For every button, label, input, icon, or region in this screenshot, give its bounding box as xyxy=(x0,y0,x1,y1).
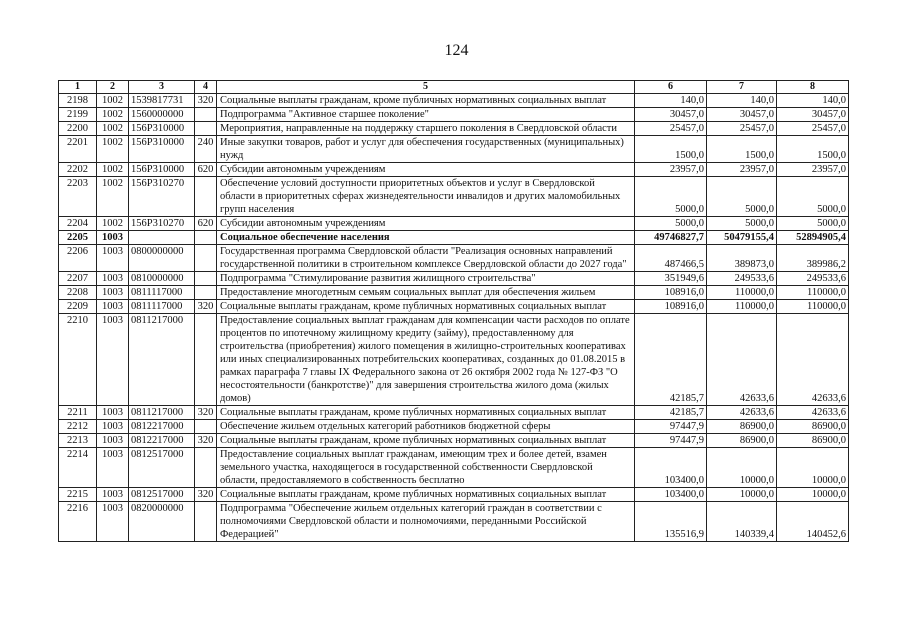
table-row xyxy=(59,163,849,177)
value-col8: 10000,0 xyxy=(777,448,849,488)
value-col6: 23957,0 xyxy=(635,163,707,177)
row-number: 2198 xyxy=(59,94,97,108)
item-name: Обеспечение жильем отдельных категорий работников бюджетной сферы xyxy=(217,420,635,434)
value-col7: 10000,0 xyxy=(707,448,777,488)
value-col7: 42633,6 xyxy=(707,314,777,406)
row-number: 2210 xyxy=(59,314,97,406)
value-col6: 140,0 xyxy=(635,94,707,108)
target-code: 0812517000 xyxy=(129,448,195,488)
column-header: 4 xyxy=(195,81,217,94)
section-code: 1003 xyxy=(97,300,129,314)
table-row xyxy=(59,231,849,245)
row-number: 2200 xyxy=(59,122,97,136)
value-col6: 108916,0 xyxy=(635,300,707,314)
value-col8: 42633,6 xyxy=(777,406,849,420)
item-name: Мероприятия, направленные на поддержку старшего поколения в Свердловской области xyxy=(217,122,635,136)
section-code: 1003 xyxy=(97,420,129,434)
value-col8: 25457,0 xyxy=(777,122,849,136)
value-col8: 10000,0 xyxy=(777,488,849,502)
value-col8: 110000,0 xyxy=(777,286,849,300)
value-col7: 5000,0 xyxy=(707,217,777,231)
table-row xyxy=(59,314,849,406)
table-row xyxy=(59,177,849,217)
target-code: 0812517000 xyxy=(129,488,195,502)
item-name: Социальные выплаты гражданам, кроме публичных нормативных социальных выплат xyxy=(217,488,635,502)
row-number: 2202 xyxy=(59,163,97,177)
item-name: Предоставление многодетным семьям социальных выплат для обеспечения жильем xyxy=(217,286,635,300)
column-header: 3 xyxy=(129,81,195,94)
item-name: Социальные выплаты гражданам, кроме публичных нормативных социальных выплат xyxy=(217,434,635,448)
expense-type: 620 xyxy=(195,163,217,177)
value-col8: 30457,0 xyxy=(777,108,849,122)
value-col7: 249533,6 xyxy=(707,272,777,286)
column-header: 7 xyxy=(707,81,777,94)
value-col6: 25457,0 xyxy=(635,122,707,136)
expense-type xyxy=(195,231,217,245)
row-number: 2214 xyxy=(59,448,97,488)
table-body xyxy=(59,94,849,542)
item-name: Социальные выплаты гражданам, кроме публичных нормативных социальных выплат xyxy=(217,300,635,314)
column-header: 5 xyxy=(217,81,635,94)
column-header: 1 xyxy=(59,81,97,94)
value-col6: 487466,5 xyxy=(635,245,707,272)
value-col7: 140,0 xyxy=(707,94,777,108)
item-name: Субсидии автономным учреждениям xyxy=(217,217,635,231)
row-number: 2212 xyxy=(59,420,97,434)
expense-type xyxy=(195,108,217,122)
row-number: 2209 xyxy=(59,300,97,314)
target-code: 0800000000 xyxy=(129,245,195,272)
expense-type xyxy=(195,177,217,217)
expense-type xyxy=(195,245,217,272)
section-code: 1002 xyxy=(97,217,129,231)
table-row xyxy=(59,217,849,231)
item-name: Обеспечение условий доступности приоритетных объектов и услуг в Свердловской области в приоритетных сферах жизнедеятельности инвалидов и других маломобильных групп населения xyxy=(217,177,635,217)
section-code: 1003 xyxy=(97,272,129,286)
item-name: Предоставление социальных выплат гражданам, имеющим трех и более детей, взамен земельного участка, находящегося в государственной собственности Свердловской области, предоставляемого в собственность бесплатно xyxy=(217,448,635,488)
value-col8: 5000,0 xyxy=(777,177,849,217)
target-code: 156Р310000 xyxy=(129,136,195,163)
section-code: 1003 xyxy=(97,314,129,406)
value-col6: 42185,7 xyxy=(635,406,707,420)
row-number: 2205 xyxy=(59,231,97,245)
value-col7: 42633,6 xyxy=(707,406,777,420)
target-code: 0811217000 xyxy=(129,314,195,406)
target-code: 0820000000 xyxy=(129,502,195,542)
value-col8: 42633,6 xyxy=(777,314,849,406)
item-name: Подпрограмма "Активное старшее поколение" xyxy=(217,108,635,122)
section-code: 1002 xyxy=(97,136,129,163)
table-row xyxy=(59,420,849,434)
row-number: 2215 xyxy=(59,488,97,502)
section-code: 1003 xyxy=(97,231,129,245)
value-col8: 1500,0 xyxy=(777,136,849,163)
expense-type: 320 xyxy=(195,94,217,108)
item-name: Подпрограмма "Стимулирование развития жилищного строительства" xyxy=(217,272,635,286)
value-col6: 103400,0 xyxy=(635,448,707,488)
row-number: 2206 xyxy=(59,245,97,272)
table-row xyxy=(59,122,849,136)
value-col7: 5000,0 xyxy=(707,177,777,217)
row-number: 2199 xyxy=(59,108,97,122)
value-col7: 50479155,4 xyxy=(707,231,777,245)
expense-type xyxy=(195,122,217,136)
value-col6: 351949,6 xyxy=(635,272,707,286)
table-row xyxy=(59,434,849,448)
expense-type xyxy=(195,502,217,542)
target-code: 1560000000 xyxy=(129,108,195,122)
item-name: Подпрограмма "Обеспечение жильем отдельных категорий граждан в соответствии с полномочиями Свердловской области и полномочиями, переданными Российской Федерацией" xyxy=(217,502,635,542)
value-col8: 23957,0 xyxy=(777,163,849,177)
expense-type xyxy=(195,286,217,300)
expense-type xyxy=(195,314,217,406)
row-number: 2208 xyxy=(59,286,97,300)
value-col6: 5000,0 xyxy=(635,177,707,217)
section-code: 1003 xyxy=(97,286,129,300)
table-row xyxy=(59,502,849,542)
target-code: 156Р310000 xyxy=(129,163,195,177)
expense-type xyxy=(195,448,217,488)
value-col8: 86900,0 xyxy=(777,434,849,448)
value-col6: 103400,0 xyxy=(635,488,707,502)
row-number: 2213 xyxy=(59,434,97,448)
value-col7: 23957,0 xyxy=(707,163,777,177)
table-row xyxy=(59,300,849,314)
target-code: 156Р310270 xyxy=(129,177,195,217)
page-number: 124 xyxy=(444,42,469,59)
table-row xyxy=(59,488,849,502)
expense-type: 320 xyxy=(195,300,217,314)
target-code: 0811117000 xyxy=(129,286,195,300)
value-col6: 5000,0 xyxy=(635,217,707,231)
expense-type xyxy=(195,272,217,286)
expense-type xyxy=(195,420,217,434)
row-number: 2211 xyxy=(59,406,97,420)
target-code: 0812217000 xyxy=(129,420,195,434)
table-row xyxy=(59,94,849,108)
table-row xyxy=(59,406,849,420)
item-name: Социальные выплаты гражданам, кроме публичных нормативных социальных выплат xyxy=(217,406,635,420)
expense-type: 320 xyxy=(195,406,217,420)
value-col7: 30457,0 xyxy=(707,108,777,122)
value-col8: 5000,0 xyxy=(777,217,849,231)
section-code: 1002 xyxy=(97,177,129,217)
value-col8: 86900,0 xyxy=(777,420,849,434)
expense-type: 320 xyxy=(195,488,217,502)
value-col6: 42185,7 xyxy=(635,314,707,406)
value-col7: 86900,0 xyxy=(707,420,777,434)
target-code: 0810000000 xyxy=(129,272,195,286)
expense-type: 620 xyxy=(195,217,217,231)
table-row xyxy=(59,108,849,122)
value-col7: 86900,0 xyxy=(707,434,777,448)
value-col6: 97447,9 xyxy=(635,434,707,448)
section-code: 1003 xyxy=(97,448,129,488)
value-col7: 1500,0 xyxy=(707,136,777,163)
value-col8: 140452,6 xyxy=(777,502,849,542)
item-name: Социальные выплаты гражданам, кроме публичных нормативных социальных выплат xyxy=(217,94,635,108)
section-code: 1002 xyxy=(97,94,129,108)
item-name: Социальное обеспечение населения xyxy=(217,231,635,245)
value-col6: 97447,9 xyxy=(635,420,707,434)
column-header: 2 xyxy=(97,81,129,94)
item-name: Предоставление социальных выплат гражданам для компенсации части расходов по оплате процентов по ипотечному жилищному кредиту (займу), предоставленному для строительства (приобретения) жилого помещения в жилищно-строительных кооперативах или иных специализированных потребительских кооперативах, созданных до 01.08.2015 в рамках параграфа 7 главы IX Федерального закона от 26 октября 2002 года № 127-ФЗ "О несостоятельности (банкротстве)" для завершения строительства жилого дома (жилых домов) xyxy=(217,314,635,406)
column-header: 8 xyxy=(777,81,849,94)
value-col7: 140339,4 xyxy=(707,502,777,542)
item-name: Субсидии автономным учреждениям xyxy=(217,163,635,177)
value-col6: 135516,9 xyxy=(635,502,707,542)
target-code: 1539817731 xyxy=(129,94,195,108)
expense-type: 240 xyxy=(195,136,217,163)
row-number: 2203 xyxy=(59,177,97,217)
value-col7: 10000,0 xyxy=(707,488,777,502)
section-code: 1003 xyxy=(97,488,129,502)
table-row xyxy=(59,136,849,163)
section-code: 1003 xyxy=(97,434,129,448)
value-col6: 108916,0 xyxy=(635,286,707,300)
section-code: 1003 xyxy=(97,502,129,542)
row-number: 2216 xyxy=(59,502,97,542)
section-code: 1002 xyxy=(97,108,129,122)
value-col8: 52894905,4 xyxy=(777,231,849,245)
table-row xyxy=(59,286,849,300)
row-number: 2204 xyxy=(59,217,97,231)
value-col7: 110000,0 xyxy=(707,286,777,300)
value-col7: 25457,0 xyxy=(707,122,777,136)
table-row xyxy=(59,448,849,488)
target-code: 0812217000 xyxy=(129,434,195,448)
column-header: 6 xyxy=(635,81,707,94)
header-row xyxy=(59,81,849,94)
value-col6: 49746827,7 xyxy=(635,231,707,245)
row-number: 2201 xyxy=(59,136,97,163)
section-code: 1002 xyxy=(97,122,129,136)
value-col8: 110000,0 xyxy=(777,300,849,314)
value-col8: 249533,6 xyxy=(777,272,849,286)
value-col7: 389873,0 xyxy=(707,245,777,272)
item-name: Государственная программа Свердловской области "Реализация основных направлений государственной политики в строительном комплексе Свердловской области до 2027 года" xyxy=(217,245,635,272)
section-code: 1002 xyxy=(97,163,129,177)
value-col6: 1500,0 xyxy=(635,136,707,163)
target-code: 156Р310000 xyxy=(129,122,195,136)
value-col8: 389986,2 xyxy=(777,245,849,272)
row-number: 2207 xyxy=(59,272,97,286)
section-code: 1003 xyxy=(97,245,129,272)
target-code: 0811117000 xyxy=(129,300,195,314)
expense-type: 320 xyxy=(195,434,217,448)
section-code: 1003 xyxy=(97,406,129,420)
target-code: 0811217000 xyxy=(129,406,195,420)
value-col7: 110000,0 xyxy=(707,300,777,314)
table-row xyxy=(59,272,849,286)
budget-table xyxy=(58,80,849,542)
target-code xyxy=(129,231,195,245)
table-row xyxy=(59,245,849,272)
value-col8: 140,0 xyxy=(777,94,849,108)
item-name: Иные закупки товаров, работ и услуг для обеспечения государственных (муниципальных) нужд xyxy=(217,136,635,163)
target-code: 156Р310270 xyxy=(129,217,195,231)
value-col6: 30457,0 xyxy=(635,108,707,122)
